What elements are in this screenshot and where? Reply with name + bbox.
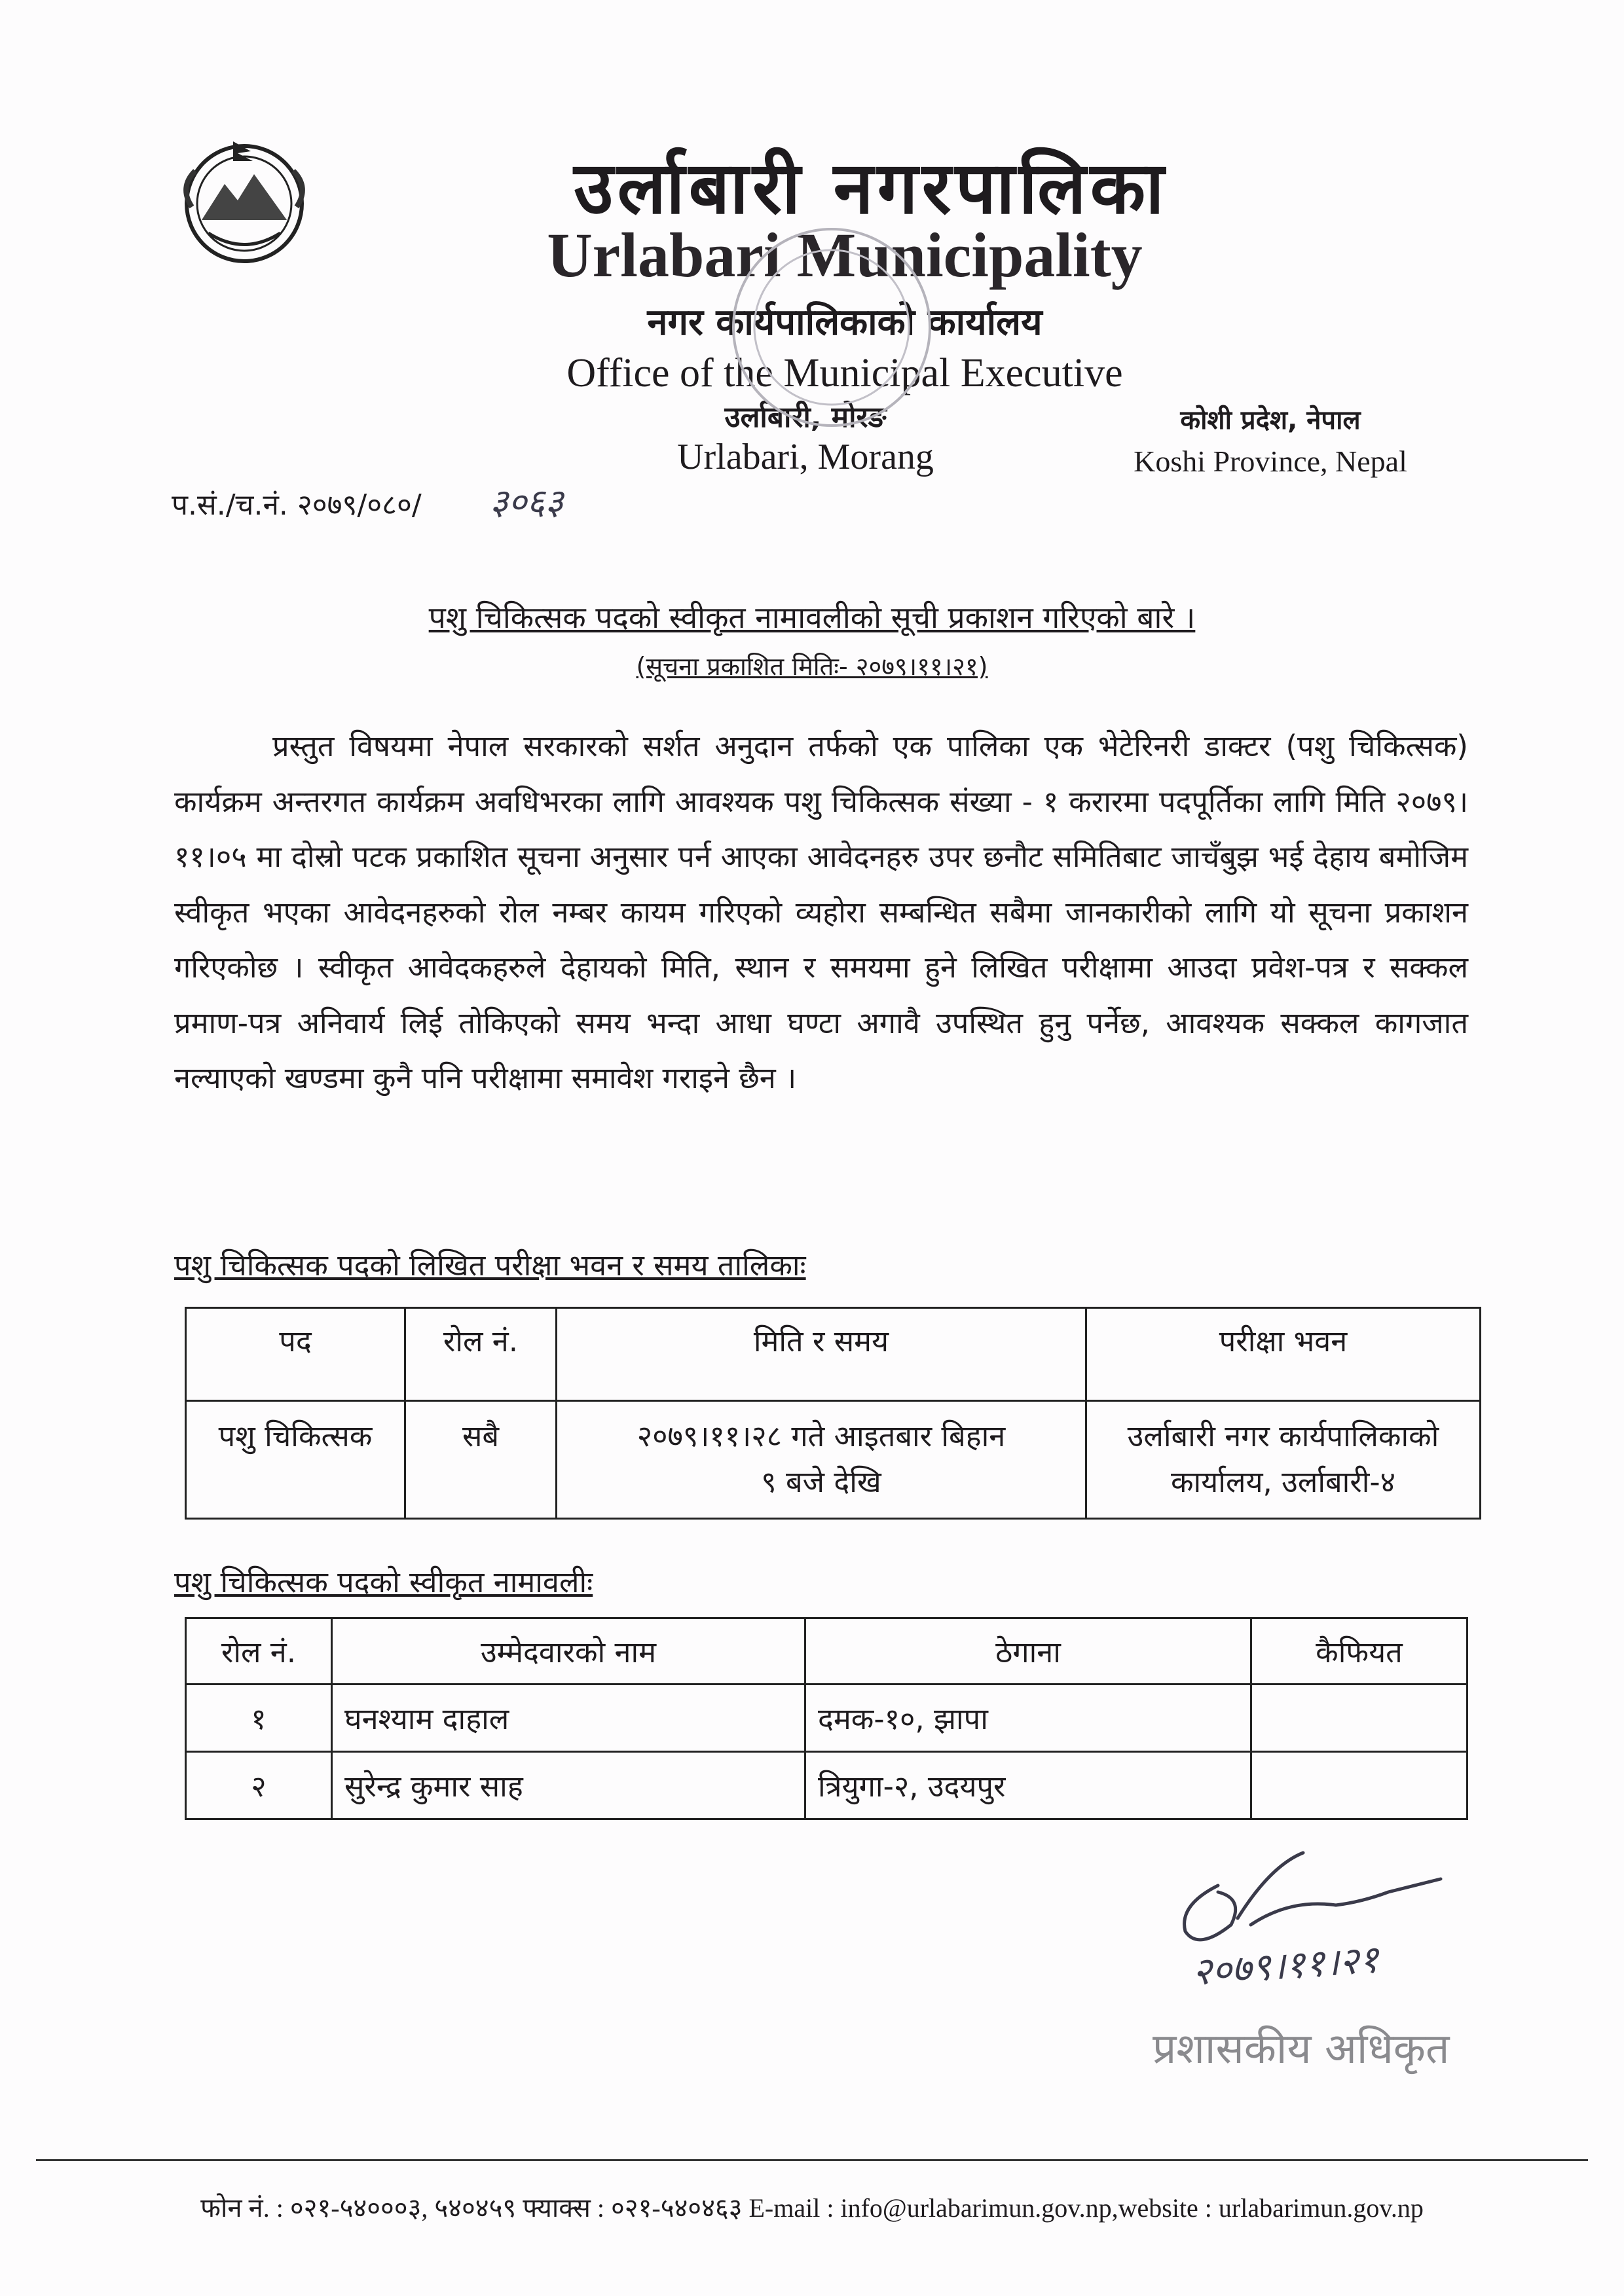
post-cell: पशु चिकित्सक: [186, 1401, 405, 1519]
office-name-nepali: नगर कार्यपालिकाको कार्यालय: [647, 301, 1043, 344]
municipality-name-english: Urlabari Municipality: [547, 220, 1143, 290]
approved-list-table: [185, 1617, 1468, 1820]
notice-published-date: (सूचना प्रकाशित मितिः- २०७९।११।२१): [636, 652, 988, 681]
remarks-cell: [1251, 1685, 1467, 1752]
address-nepali: उर्लाबारी, मोरङ: [724, 401, 887, 434]
notice-body-paragraph: प्रस्तुत विषयमा नेपाल सरकारको सर्शत अनुदान तर्फको एक पालिका एक भेटेरिनरी डाक्टर (पशु चिकित्सक) कार्यक्रम अन्तरगत कार्यक्रम अवधिभरका लागि आवश्यक पशु चिकित्सक संख्या - १ करारमा पदपूर्तिका लागि मिति २०७९।११।०५ मा दोस्रो पटक प्रकाशित सूचना अनुसार पर्न आएका आवेदनहरु उपर छनौट समितिबाट जाचँबुझ भई देहाय बमोजिम स्वीकृत भएका आवेदनहरुको रोल नम्बर कायम गरिएको व्यहोरा सम्बन्धित सबैमा जानकारीको लागि यो सूचना प्रकाशन गरिएकोछ । स्वीकृत आवेदकहरुले देहायको मिति, स्थान र समयमा हुने लिखित परीक्षामा आउदा प्रवेश-पत्र र सक्कल प्रमाण-पत्र अनिवार्य लिई तोकिएको समय भन्दा आधा घण्टा अगावै उपस्थित हुनु पर्नेछ, आवश्यक सक्कल कागजात नल्याएको खण्डमा कुनै पनि परीक्षामा समावेश गराइने छैन ।: [174, 729, 1468, 1095]
signature-date: २०७९।११।२१: [1190, 1937, 1380, 1994]
notice-subject: पशु चिकित्सक पदको स्वीकृत नामावलीको सूची प्रकाशन गरिएको बारे ।: [428, 600, 1196, 635]
table-row: [186, 1401, 1481, 1519]
column-header: कैफियत: [1251, 1618, 1467, 1685]
column-header: रोल नं.: [405, 1308, 557, 1401]
approved-list-heading: पशु चिकित्सक पदको स्वीकृत नामावलीः: [174, 1565, 593, 1599]
name-cell: घनश्याम दाहाल: [332, 1685, 805, 1752]
office-name-english: Office of the Municipal Executive: [566, 351, 1123, 395]
reference-handwritten-number: ३०६३: [490, 481, 564, 522]
venue-line: उर्लाबारी नगर कार्यपालिकाको: [1127, 1419, 1439, 1453]
datetime-line: ९ बजे देखि: [761, 1465, 881, 1499]
table-header-row: [186, 1618, 1467, 1685]
name-cell: सुरेन्द्र कुमार साह: [332, 1752, 805, 1819]
remarks-cell: [1251, 1752, 1467, 1819]
column-header: मिति र समय: [557, 1308, 1086, 1401]
roll-cell: सबै: [405, 1401, 557, 1519]
province-nepali: कोशी प्रदेश, नेपाल: [1180, 405, 1361, 435]
signatory-title: प्रशासकीय अधिकृत: [1153, 2025, 1450, 2073]
column-header: परीक्षा भवन: [1086, 1308, 1481, 1401]
address-cell: त्रियुगा-२, उदयपुर: [805, 1752, 1251, 1819]
municipality-name-nepali: उर्लाबारी नगरपालिका: [574, 146, 1168, 230]
table-header-row: [186, 1308, 1481, 1401]
column-header: उम्मेदवारको नाम: [332, 1618, 805, 1685]
footer-divider: [36, 2159, 1588, 2161]
column-header: रोल नं.: [186, 1618, 332, 1685]
exam-schedule-heading: पशु चिकित्सक पदको लिखित परीक्षा भवन र समय तालिकाः: [174, 1248, 806, 1283]
datetime-cell: [557, 1401, 1086, 1519]
address-cell: दमक-१०, झापा: [805, 1685, 1251, 1752]
municipality-emblem-logo: [156, 135, 333, 266]
address-english: Urlabari, Morang: [677, 437, 934, 477]
roll-cell: २: [186, 1752, 332, 1819]
table-row: [186, 1685, 1467, 1752]
province-english: Koshi Province, Nepal: [1134, 445, 1407, 478]
office-stamp: [720, 216, 943, 439]
reference-number: प.सं./च.नं. २०७९/०८०/: [172, 488, 422, 522]
datetime-line: २०७९।११।२८ गते आइतबार बिहान: [637, 1419, 1006, 1453]
venue-line: कार्यालय, उर्लाबारी-४: [1170, 1465, 1396, 1499]
table-row: [186, 1752, 1467, 1819]
footer-contact-info: फोन नं. : ०२१-५४०००३, ५४०४५९ फ्याक्स : ०२१-५४०४६३ E-mail : info@urlabarimun.gov.np,website : urlabarimun.gov.np: [200, 2193, 1424, 2223]
exam-schedule-table: [185, 1307, 1481, 1520]
column-header: ठेगाना: [805, 1618, 1251, 1685]
column-header: पद: [186, 1308, 405, 1401]
roll-cell: १: [186, 1685, 332, 1752]
venue-cell: [1086, 1401, 1481, 1519]
